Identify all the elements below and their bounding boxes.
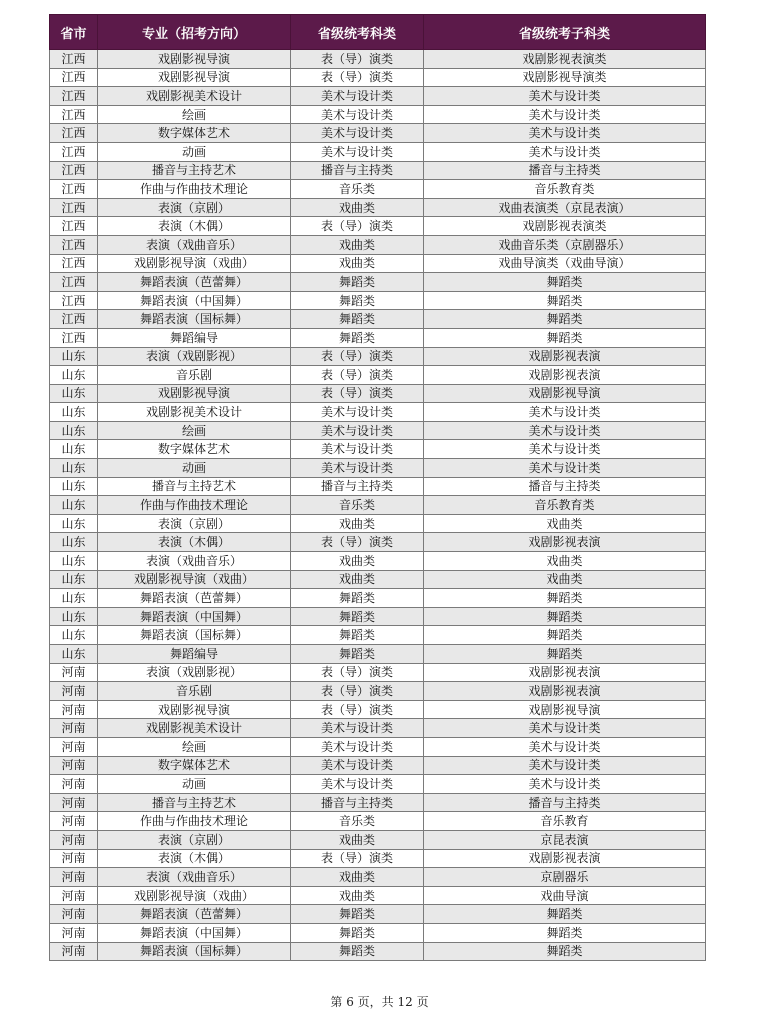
table-row: [50, 105, 706, 124]
cell-exam-subcategory: 舞蹈类: [424, 905, 706, 924]
cell-province: 江西: [50, 328, 98, 347]
cell-major: 舞蹈表演（中国舞）: [98, 607, 291, 626]
cell-major: 动画: [98, 459, 291, 478]
cell-exam-subcategory: 舞蹈类: [424, 942, 706, 961]
cell-major: 戏剧影视美术设计: [98, 719, 291, 738]
cell-exam-category: 表（导）演类: [291, 849, 424, 868]
table-row: [50, 50, 706, 69]
cell-major: 戏剧影视美术设计: [98, 87, 291, 106]
table-row: [50, 328, 706, 347]
cell-major: 舞蹈编导: [98, 645, 291, 664]
table-row: [50, 589, 706, 608]
cell-major: 音乐剧: [98, 682, 291, 701]
table-row: [50, 886, 706, 905]
cell-major: 播音与主持艺术: [98, 477, 291, 496]
cell-province: 江西: [50, 180, 98, 199]
cell-province: 江西: [50, 310, 98, 329]
cell-exam-subcategory: 美术与设计类: [424, 142, 706, 161]
cell-exam-category: 表（导）演类: [291, 663, 424, 682]
table-row: [50, 923, 706, 942]
cell-exam-subcategory: 京剧器乐: [424, 868, 706, 887]
cell-major: 舞蹈表演（芭蕾舞）: [98, 273, 291, 292]
cell-major: 绘画: [98, 421, 291, 440]
cell-exam-subcategory: 舞蹈类: [424, 328, 706, 347]
cell-exam-category: 戏曲类: [291, 886, 424, 905]
cell-major: 表演（京剧）: [98, 198, 291, 217]
admissions-table: [49, 14, 706, 961]
table-row: [50, 514, 706, 533]
cell-major: 表演（京剧）: [98, 830, 291, 849]
cell-exam-subcategory: 美术与设计类: [424, 440, 706, 459]
cell-exam-category: 表（导）演类: [291, 384, 424, 403]
table-row: [50, 347, 706, 366]
cell-major: 舞蹈表演（国标舞）: [98, 310, 291, 329]
cell-major: 动画: [98, 775, 291, 794]
cell-major: 播音与主持艺术: [98, 793, 291, 812]
table-row: [50, 719, 706, 738]
table-row: [50, 496, 706, 515]
cell-province: 山东: [50, 459, 98, 478]
cell-exam-subcategory: 播音与主持类: [424, 161, 706, 180]
cell-exam-category: 美术与设计类: [291, 421, 424, 440]
cell-province: 江西: [50, 105, 98, 124]
cell-major: 舞蹈表演（国标舞）: [98, 626, 291, 645]
cell-exam-category: 表（导）演类: [291, 347, 424, 366]
cell-exam-category: 播音与主持类: [291, 793, 424, 812]
cell-exam-subcategory: 戏曲类: [424, 514, 706, 533]
cell-province: 山东: [50, 552, 98, 571]
cell-province: 江西: [50, 87, 98, 106]
cell-exam-subcategory: 舞蹈类: [424, 310, 706, 329]
cell-exam-category: 表（导）演类: [291, 217, 424, 236]
table-row: [50, 421, 706, 440]
table-row: [50, 366, 706, 385]
table-row: [50, 645, 706, 664]
cell-exam-category: 戏曲类: [291, 235, 424, 254]
cell-exam-subcategory: 美术与设计类: [424, 719, 706, 738]
cell-major: 舞蹈表演（芭蕾舞）: [98, 905, 291, 924]
table-row: [50, 607, 706, 626]
cell-exam-subcategory: 播音与主持类: [424, 477, 706, 496]
cell-major: 舞蹈表演（国标舞）: [98, 942, 291, 961]
cell-province: 山东: [50, 403, 98, 422]
cell-exam-subcategory: 戏剧影视表演类: [424, 217, 706, 236]
cell-exam-category: 播音与主持类: [291, 161, 424, 180]
cell-major: 表演（戏剧影视）: [98, 663, 291, 682]
cell-province: 江西: [50, 254, 98, 273]
cell-exam-category: 戏曲类: [291, 198, 424, 217]
cell-major: 戏剧影视导演（戏曲）: [98, 254, 291, 273]
cell-exam-category: 舞蹈类: [291, 291, 424, 310]
cell-major: 舞蹈表演（中国舞）: [98, 923, 291, 942]
cell-province: 河南: [50, 700, 98, 719]
cell-province: 山东: [50, 626, 98, 645]
cell-major: 戏剧影视导演: [98, 384, 291, 403]
cell-exam-category: 音乐类: [291, 180, 424, 199]
cell-exam-category: 戏曲类: [291, 552, 424, 571]
table-row: [50, 459, 706, 478]
cell-exam-category: 戏曲类: [291, 570, 424, 589]
table-row: [50, 124, 706, 143]
cell-province: 山东: [50, 477, 98, 496]
cell-major: 播音与主持艺术: [98, 161, 291, 180]
cell-exam-subcategory: 戏剧影视表演: [424, 366, 706, 385]
cell-exam-category: 舞蹈类: [291, 328, 424, 347]
header-row: [50, 15, 706, 50]
cell-province: 河南: [50, 942, 98, 961]
cell-major: 戏剧影视导演: [98, 68, 291, 87]
cell-major: 戏剧影视美术设计: [98, 403, 291, 422]
cell-province: 河南: [50, 812, 98, 831]
table-row: [50, 217, 706, 236]
table-row: [50, 663, 706, 682]
cell-exam-subcategory: 戏剧影视表演: [424, 533, 706, 552]
cell-province: 河南: [50, 663, 98, 682]
cell-province: 江西: [50, 124, 98, 143]
table-row: [50, 682, 706, 701]
cell-province: 河南: [50, 886, 98, 905]
table-row: [50, 830, 706, 849]
cell-major: 表演（木偶）: [98, 217, 291, 236]
cell-major: 戏剧影视导演: [98, 700, 291, 719]
cell-major: 表演（木偶）: [98, 533, 291, 552]
cell-exam-subcategory: 美术与设计类: [424, 87, 706, 106]
cell-exam-subcategory: 舞蹈类: [424, 589, 706, 608]
table-row: [50, 198, 706, 217]
table-row: [50, 905, 706, 924]
cell-exam-subcategory: 美术与设计类: [424, 459, 706, 478]
cell-exam-subcategory: 戏剧影视表演: [424, 347, 706, 366]
table-row: [50, 254, 706, 273]
cell-exam-category: 音乐类: [291, 812, 424, 831]
cell-major: 舞蹈表演（中国舞）: [98, 291, 291, 310]
cell-exam-subcategory: 音乐教育: [424, 812, 706, 831]
cell-exam-category: 戏曲类: [291, 254, 424, 273]
cell-province: 江西: [50, 235, 98, 254]
cell-exam-category: 表（导）演类: [291, 68, 424, 87]
cell-exam-subcategory: 戏剧影视表演类: [424, 50, 706, 69]
cell-exam-category: 舞蹈类: [291, 273, 424, 292]
cell-province: 河南: [50, 849, 98, 868]
cell-province: 江西: [50, 142, 98, 161]
cell-major: 表演（戏剧影视）: [98, 347, 291, 366]
cell-exam-subcategory: 美术与设计类: [424, 775, 706, 794]
cell-exam-subcategory: 美术与设计类: [424, 124, 706, 143]
cell-major: 绘画: [98, 105, 291, 124]
cell-exam-subcategory: 戏曲导演: [424, 886, 706, 905]
cell-major: 戏剧影视导演（戏曲）: [98, 886, 291, 905]
cell-province: 河南: [50, 905, 98, 924]
cell-major: 数字媒体艺术: [98, 124, 291, 143]
table-row: [50, 403, 706, 422]
cell-exam-category: 表（导）演类: [291, 533, 424, 552]
cell-exam-category: 美术与设计类: [291, 105, 424, 124]
cell-province: 河南: [50, 793, 98, 812]
cell-exam-category: 播音与主持类: [291, 477, 424, 496]
header-major: 专业（招考方向）: [98, 15, 291, 50]
cell-exam-subcategory: 戏剧影视表演: [424, 663, 706, 682]
cell-exam-category: 戏曲类: [291, 868, 424, 887]
cell-exam-subcategory: 舞蹈类: [424, 607, 706, 626]
cell-province: 山东: [50, 496, 98, 515]
cell-province: 河南: [50, 775, 98, 794]
cell-exam-category: 美术与设计类: [291, 440, 424, 459]
cell-province: 江西: [50, 273, 98, 292]
cell-exam-category: 美术与设计类: [291, 756, 424, 775]
cell-exam-category: 舞蹈类: [291, 607, 424, 626]
table-header: [50, 15, 706, 50]
table-row: [50, 142, 706, 161]
cell-major: 舞蹈编导: [98, 328, 291, 347]
cell-province: 山东: [50, 589, 98, 608]
cell-major: 表演（京剧）: [98, 514, 291, 533]
header-exam-subcategory: 省级统考子科类: [424, 15, 706, 50]
cell-exam-category: 舞蹈类: [291, 589, 424, 608]
cell-exam-subcategory: 京昆表演: [424, 830, 706, 849]
cell-exam-subcategory: 戏曲表演类（京昆表演）: [424, 198, 706, 217]
table-row: [50, 310, 706, 329]
cell-exam-subcategory: 戏剧影视导演: [424, 384, 706, 403]
cell-province: 山东: [50, 533, 98, 552]
cell-exam-category: 美术与设计类: [291, 737, 424, 756]
cell-exam-subcategory: 戏剧影视导演: [424, 700, 706, 719]
cell-exam-category: 舞蹈类: [291, 905, 424, 924]
table-row: [50, 570, 706, 589]
cell-province: 江西: [50, 291, 98, 310]
table-row: [50, 756, 706, 775]
cell-province: 山东: [50, 570, 98, 589]
table-row: [50, 180, 706, 199]
cell-major: 作曲与作曲技术理论: [98, 812, 291, 831]
cell-exam-subcategory: 播音与主持类: [424, 793, 706, 812]
table-row: [50, 384, 706, 403]
cell-exam-subcategory: 音乐教育类: [424, 496, 706, 515]
table-row: [50, 552, 706, 571]
cell-province: 河南: [50, 868, 98, 887]
cell-exam-subcategory: 舞蹈类: [424, 291, 706, 310]
cell-exam-category: 表（导）演类: [291, 366, 424, 385]
cell-exam-subcategory: 戏曲类: [424, 552, 706, 571]
cell-major: 作曲与作曲技术理论: [98, 180, 291, 199]
cell-exam-subcategory: 美术与设计类: [424, 403, 706, 422]
cell-province: 山东: [50, 384, 98, 403]
cell-province: 河南: [50, 756, 98, 775]
table-row: [50, 87, 706, 106]
cell-exam-subcategory: 戏曲导演类（戏曲导演）: [424, 254, 706, 273]
cell-exam-category: 美术与设计类: [291, 459, 424, 478]
cell-province: 山东: [50, 645, 98, 664]
cell-exam-subcategory: 音乐教育类: [424, 180, 706, 199]
cell-province: 江西: [50, 68, 98, 87]
cell-province: 河南: [50, 737, 98, 756]
cell-exam-category: 表（导）演类: [291, 50, 424, 69]
cell-province: 山东: [50, 440, 98, 459]
table-row: [50, 849, 706, 868]
cell-exam-category: 表（导）演类: [291, 700, 424, 719]
cell-exam-category: 舞蹈类: [291, 626, 424, 645]
cell-province: 山东: [50, 607, 98, 626]
cell-exam-category: 舞蹈类: [291, 923, 424, 942]
table-row: [50, 942, 706, 961]
cell-major: 表演（木偶）: [98, 849, 291, 868]
cell-exam-subcategory: 舞蹈类: [424, 273, 706, 292]
header-province: 省市: [50, 15, 98, 50]
cell-exam-subcategory: 舞蹈类: [424, 645, 706, 664]
cell-province: 河南: [50, 923, 98, 942]
cell-province: 江西: [50, 161, 98, 180]
cell-exam-category: 表（导）演类: [291, 682, 424, 701]
cell-exam-category: 舞蹈类: [291, 645, 424, 664]
cell-major: 绘画: [98, 737, 291, 756]
cell-province: 山东: [50, 421, 98, 440]
cell-exam-subcategory: 舞蹈类: [424, 923, 706, 942]
table-row: [50, 775, 706, 794]
page-number: 第 6 页，共 12 页: [330, 995, 429, 1009]
cell-exam-category: 美术与设计类: [291, 142, 424, 161]
cell-exam-category: 美术与设计类: [291, 87, 424, 106]
cell-exam-subcategory: 美术与设计类: [424, 421, 706, 440]
cell-exam-subcategory: 戏剧影视导演类: [424, 68, 706, 87]
table-row: [50, 868, 706, 887]
cell-province: 河南: [50, 682, 98, 701]
cell-exam-category: 舞蹈类: [291, 942, 424, 961]
cell-major: 舞蹈表演（芭蕾舞）: [98, 589, 291, 608]
header-exam-category: 省级统考科类: [291, 15, 424, 50]
cell-exam-category: 美术与设计类: [291, 403, 424, 422]
cell-province: 山东: [50, 514, 98, 533]
table-row: [50, 812, 706, 831]
cell-exam-subcategory: 戏曲音乐类（京剧器乐）: [424, 235, 706, 254]
cell-exam-subcategory: 戏曲类: [424, 570, 706, 589]
table-row: [50, 291, 706, 310]
cell-major: 动画: [98, 142, 291, 161]
cell-province: 山东: [50, 366, 98, 385]
cell-province: 河南: [50, 719, 98, 738]
cell-exam-subcategory: 美术与设计类: [424, 105, 706, 124]
table-row: [50, 737, 706, 756]
cell-exam-category: 美术与设计类: [291, 775, 424, 794]
table-row: [50, 440, 706, 459]
cell-exam-category: 舞蹈类: [291, 310, 424, 329]
table-row: [50, 68, 706, 87]
cell-province: 河南: [50, 830, 98, 849]
cell-province: 江西: [50, 198, 98, 217]
cell-major: 数字媒体艺术: [98, 756, 291, 775]
cell-exam-subcategory: 舞蹈类: [424, 626, 706, 645]
cell-major: 数字媒体艺术: [98, 440, 291, 459]
table-row: [50, 477, 706, 496]
cell-exam-category: 戏曲类: [291, 514, 424, 533]
table-row: [50, 793, 706, 812]
cell-major: 作曲与作曲技术理论: [98, 496, 291, 515]
cell-exam-category: 美术与设计类: [291, 124, 424, 143]
table-row: [50, 533, 706, 552]
cell-major: 音乐剧: [98, 366, 291, 385]
table-row: [50, 700, 706, 719]
cell-exam-subcategory: 戏剧影视表演: [424, 682, 706, 701]
table-row: [50, 273, 706, 292]
cell-exam-category: 美术与设计类: [291, 719, 424, 738]
cell-exam-subcategory: 美术与设计类: [424, 756, 706, 775]
table-row: [50, 235, 706, 254]
cell-exam-category: 音乐类: [291, 496, 424, 515]
cell-province: 江西: [50, 50, 98, 69]
cell-major: 戏剧影视导演: [98, 50, 291, 69]
cell-major: 表演（戏曲音乐）: [98, 868, 291, 887]
table-row: [50, 626, 706, 645]
cell-major: 表演（戏曲音乐）: [98, 552, 291, 571]
cell-major: 表演（戏曲音乐）: [98, 235, 291, 254]
cell-exam-subcategory: 戏剧影视表演: [424, 849, 706, 868]
cell-exam-category: 戏曲类: [291, 830, 424, 849]
table-row: [50, 161, 706, 180]
cell-exam-subcategory: 美术与设计类: [424, 737, 706, 756]
cell-province: 山东: [50, 347, 98, 366]
table-body: [50, 50, 706, 961]
cell-major: 戏剧影视导演（戏曲）: [98, 570, 291, 589]
cell-province: 江西: [50, 217, 98, 236]
